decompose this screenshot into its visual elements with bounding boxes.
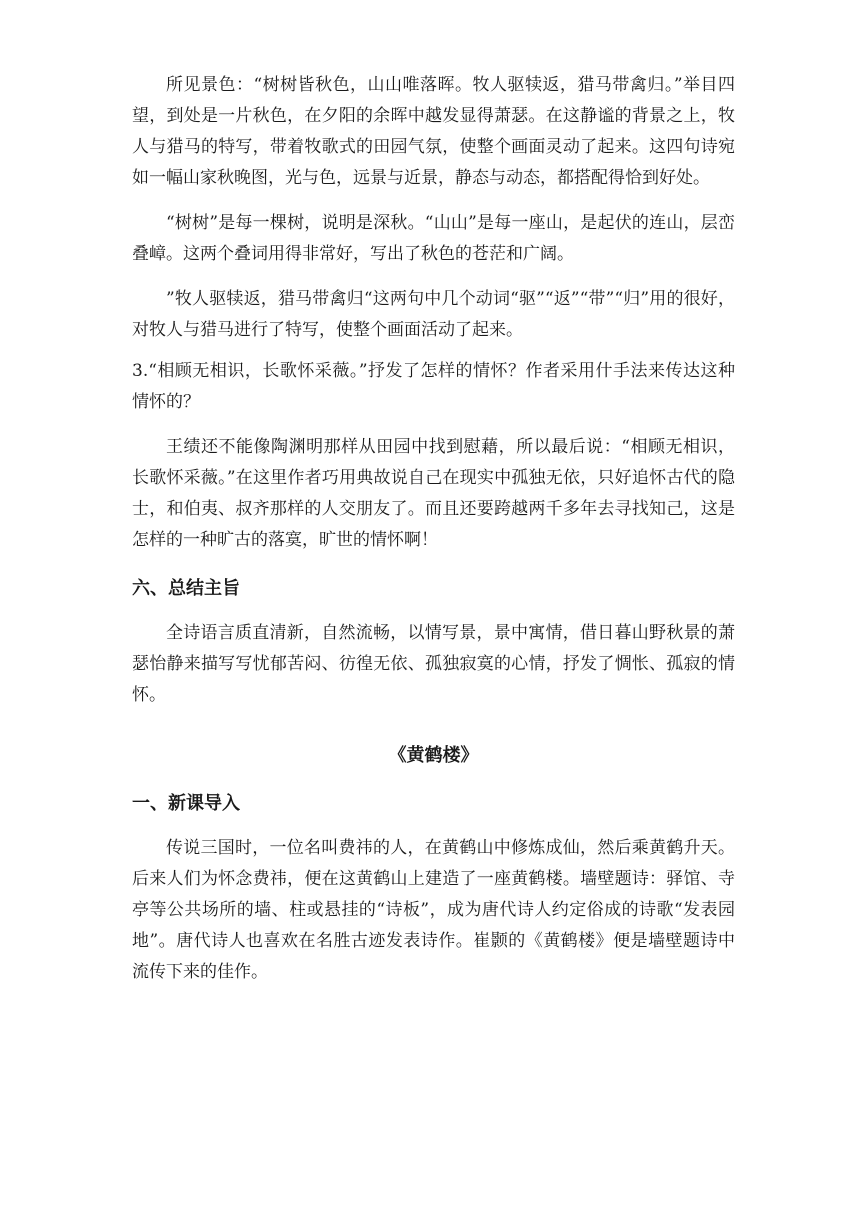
lesson-title: 《黄鹤楼》 — [388, 745, 479, 766]
section-heading-summary: 六、总结主旨 — [132, 578, 240, 599]
paragraph-answer-3: 王绩还不能像陶渊明那样从田园中找到慰藉，所以最后说：“相顾无相识，长歌怀采薇。”在这里作者巧用典故说自己在现实中孤独无依，只好追怀古代的隐士，和伯夷、叔齐那样的人交朋友了。而且还要跨越两千多年去寻找知己，这是怎样的一种旷古的落寞，旷世的情怀啊！ — [132, 437, 735, 550]
question-3: 3.“相顾无相识，长歌怀采薇。”抒发了怎样的情怀？作者采用什手法来传达这种情怀的？ — [132, 361, 735, 412]
paragraph-scenery: 所见景色：“树树皆秋色，山山唯落晖。牧人驱犊返，猎马带禽归。”举目四望，到处是一片秋色，在夕阳的余晖中越发显得萧瑟。在这静谧的背景之上，牧人与猎马的特写，带着牧歌式的田园气氛，使整个画面灵动了起来。这四句诗宛如一幅山家秋晚图，光与色，远景与近景，静态与动态，都搭配得恰到好处。 — [132, 75, 735, 188]
section-heading-intro: 一、新课导入 — [132, 793, 240, 814]
paragraph-summary: 全诗语言质直清新，自然流畅，以情写景，景中寓情，借日暮山野秋景的萧瑟怡静来描写写忧郁苦闷、彷徨无依、孤独寂寞的心情，抒发了惆怅、孤寂的情怀。 — [132, 623, 735, 705]
paragraph-verbs: ”牧人驱犊返，猎马带禽归“这两句中几个动词“驱”“返”“带”“归”用的很好，对牧人与猎马进行了特写，使整个画面活动了起来。 — [132, 289, 735, 340]
paragraph-intro: 传说三国时，一位名叫费祎的人，在黄鹤山中修炼成仙，然后乘黄鹤升天。后来人们为怀念费祎，便在这黄鹤山上建造了一座黄鹤楼。墙壁题诗：驿馆、寺亭等公共场所的墙、柱或悬挂的“诗板”，成为唐代诗人约定俗成的诗歌“发表园地”。唐代诗人也喜欢在名胜古迹发表诗作。崔颢的《黄鹤楼》便是墙壁题诗中流传下来的佳作。 — [132, 838, 735, 982]
paragraph-reduplication: “树树”是每一棵树，说明是深秋。“山山”是每一座山，是起伏的连山，层峦叠嶂。这两个叠词用得非常好，写出了秋色的苍茫和广阔。 — [132, 213, 735, 264]
